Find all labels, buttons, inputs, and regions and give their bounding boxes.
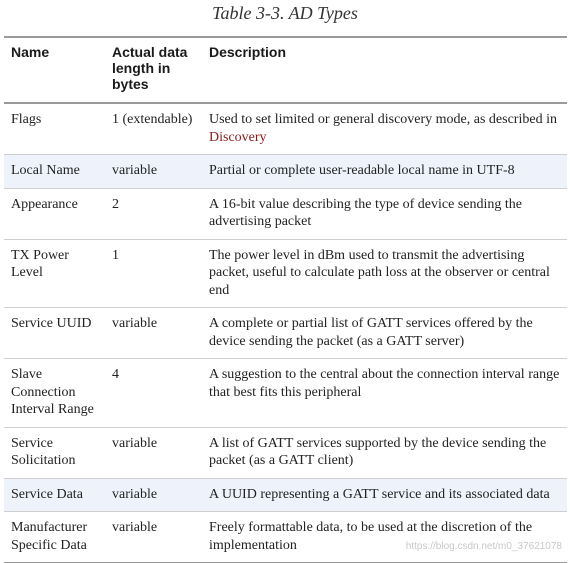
table-row <box>4 427 567 478</box>
cell-length: variable <box>105 478 202 512</box>
cell-description <box>202 103 567 155</box>
table-row <box>4 308 567 359</box>
table-row <box>4 188 567 239</box>
watermark: https://blog.csdn.net/m0_37621078 <box>405 541 562 552</box>
cell-name: Service UUID <box>11 316 92 331</box>
cell-length: 1 (extendable) <box>112 112 193 127</box>
cell-length: variable <box>112 435 158 451</box>
cell-description: The power level in dBm used to transmit the advertising packet, useful to calculate path loss at the observer or central end <box>209 247 550 298</box>
cell-description: A 16-bit value describing the type of device sending the advertising packet <box>209 196 522 229</box>
table-row <box>4 512 567 563</box>
cell-name: Slave Connection Interval Range <box>11 367 94 417</box>
cell-length: variable <box>112 316 158 331</box>
cell-name: Appearance <box>11 196 78 212</box>
table-row <box>4 478 567 512</box>
cell-description: A list of GATT services supported by the device sending the packet (as a GATT client) <box>209 435 547 468</box>
header-description: Description <box>209 44 287 60</box>
header-length: Actual data length in bytes <box>112 44 188 92</box>
cell-length: 4 <box>112 367 119 382</box>
cell-length: variable <box>105 155 202 189</box>
table-caption: Table 3-3. AD Types <box>212 3 358 23</box>
table-row <box>4 155 567 189</box>
cell-description: Partial or complete user-readable local name in UTF-8 <box>202 155 567 189</box>
table-row <box>4 239 567 308</box>
table-row <box>4 103 567 155</box>
cell-name: Service Data <box>4 478 105 512</box>
cell-description: A suggestion to the central about the connection interval range that best fits this peripheral <box>209 367 560 400</box>
cell-name: Flags <box>11 112 42 127</box>
cell-name: Manufacturer Specific Data <box>11 520 88 553</box>
cell-description: Freely formattable data, to be used at the discretion of the implementation <box>209 520 533 553</box>
cell-name: Service Solicitation <box>11 435 76 468</box>
cell-name: Local Name <box>4 155 105 189</box>
ad-types-table <box>4 36 567 563</box>
description-text: Used to set limited or general discovery mode, as described in <box>209 112 557 127</box>
table-row <box>4 359 567 428</box>
table-header-row <box>4 37 567 103</box>
cell-description: A complete or partial list of GATT services offered by the device sending the packet (as a GATT server) <box>209 316 533 349</box>
discovery-link[interactable]: Discovery <box>209 129 267 145</box>
header-name: Name <box>11 44 50 60</box>
cell-length: 2 <box>112 196 119 212</box>
cell-description: A UUID representing a GATT service and its associated data <box>202 478 567 512</box>
cell-length: 1 <box>112 247 119 263</box>
cell-length: variable <box>112 520 158 535</box>
cell-name: TX Power Level <box>11 247 69 280</box>
